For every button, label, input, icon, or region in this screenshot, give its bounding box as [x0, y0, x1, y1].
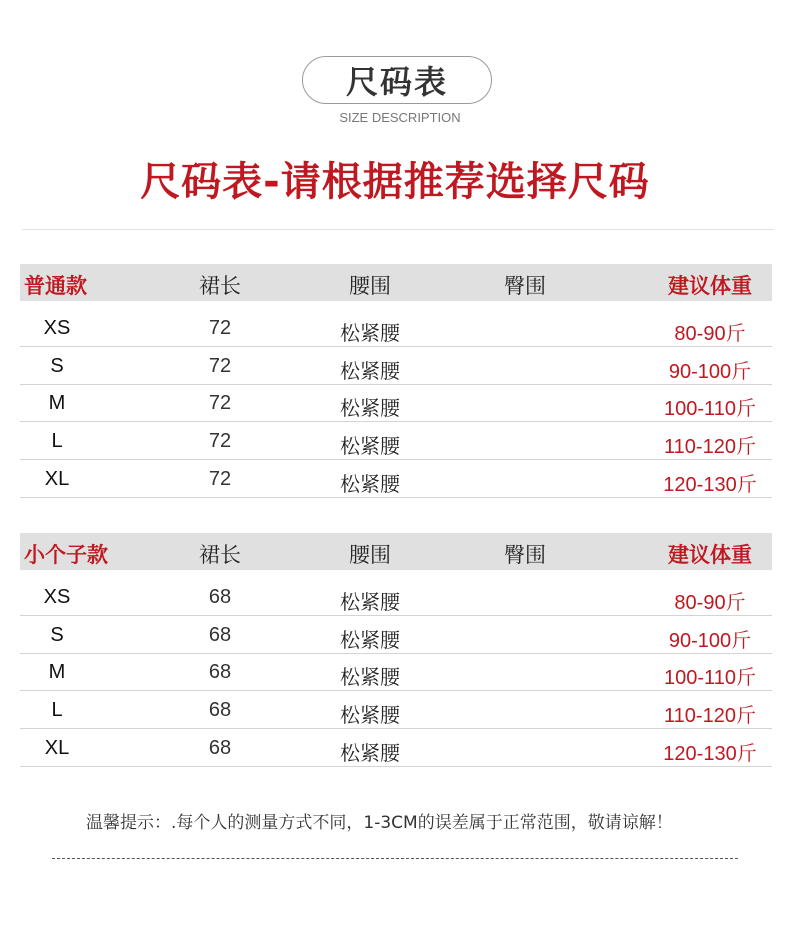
length-value: 68	[208, 586, 232, 608]
divider	[22, 229, 774, 230]
weight-value: 90-100斤	[668, 361, 752, 383]
weight-value: 110-120斤	[664, 436, 756, 458]
weight-value: 80-90斤	[674, 323, 746, 345]
table-row	[20, 579, 772, 616]
weight-value: 110-120斤	[664, 705, 756, 727]
weight-value: 120-130斤	[663, 743, 757, 765]
length-value: 68	[208, 737, 232, 759]
waist-value: 松紧腰	[340, 472, 400, 496]
size-label: S	[50, 355, 64, 377]
size-label: M	[48, 392, 66, 414]
size-label: XL	[44, 737, 70, 759]
length-value: 72	[208, 392, 232, 414]
col-waist: 腰围	[349, 274, 391, 298]
table-row	[20, 310, 772, 347]
size-label: XS	[43, 317, 71, 339]
title-pill	[302, 56, 492, 104]
waist-value: 松紧腰	[340, 628, 400, 652]
weight-value: 100-110斤	[664, 398, 756, 420]
category-label: 普通款	[24, 274, 87, 298]
size-label: XL	[44, 468, 70, 490]
headline: 尺码表-请根据推荐选择尺码	[140, 159, 650, 205]
table-row	[20, 348, 772, 385]
col-weight: 建议体重	[668, 543, 752, 567]
size-label: M	[48, 661, 66, 683]
col-weight: 建议体重	[668, 274, 752, 298]
length-value: 72	[208, 317, 232, 339]
length-value: 68	[208, 661, 232, 683]
weight-value: 90-100斤	[668, 630, 752, 652]
waist-value: 松紧腰	[340, 359, 400, 383]
size-label: L	[51, 430, 63, 452]
table-header	[20, 533, 772, 570]
col-waist: 腰围	[349, 543, 391, 567]
length-value: 72	[208, 355, 232, 377]
notice-text: 温馨提示：.每个人的测量方式不同，1-3CM的误差属于正常范围，敬请谅解！	[86, 813, 673, 833]
category-label: 小个子款	[24, 543, 108, 567]
table-header	[20, 264, 772, 301]
table-row	[20, 385, 772, 422]
waist-value: 松紧腰	[340, 741, 400, 765]
col-length: 裙长	[199, 543, 241, 567]
col-hip: 臀围	[504, 543, 546, 567]
waist-value: 松紧腰	[340, 590, 400, 614]
size-label: XS	[43, 586, 71, 608]
table-row	[20, 423, 772, 460]
table-row	[20, 692, 772, 729]
size-label: L	[51, 699, 63, 721]
waist-value: 松紧腰	[340, 321, 400, 345]
length-value: 72	[208, 468, 232, 490]
waist-value: 松紧腰	[340, 703, 400, 727]
size-table-petite	[20, 533, 772, 765]
table-row	[20, 654, 772, 691]
page-title: 尺码表	[345, 63, 448, 101]
table-row	[20, 730, 772, 767]
table-row	[20, 461, 772, 498]
weight-value: 120-130斤	[663, 474, 757, 496]
weight-value: 100-110斤	[664, 667, 756, 689]
waist-value: 松紧腰	[340, 396, 400, 420]
size-table-regular	[20, 264, 772, 496]
waist-value: 松紧腰	[340, 665, 400, 689]
weight-value: 80-90斤	[674, 592, 746, 614]
col-length: 裙长	[199, 274, 241, 298]
length-value: 72	[208, 430, 232, 452]
waist-value: 松紧腰	[340, 434, 400, 458]
length-value: 68	[208, 699, 232, 721]
col-hip: 臀围	[504, 274, 546, 298]
dashed-divider	[52, 858, 738, 859]
table-row	[20, 617, 772, 654]
length-value: 68	[208, 624, 232, 646]
size-label: S	[50, 624, 64, 646]
subtitle: SIZE DESCRIPTION	[339, 110, 461, 125]
